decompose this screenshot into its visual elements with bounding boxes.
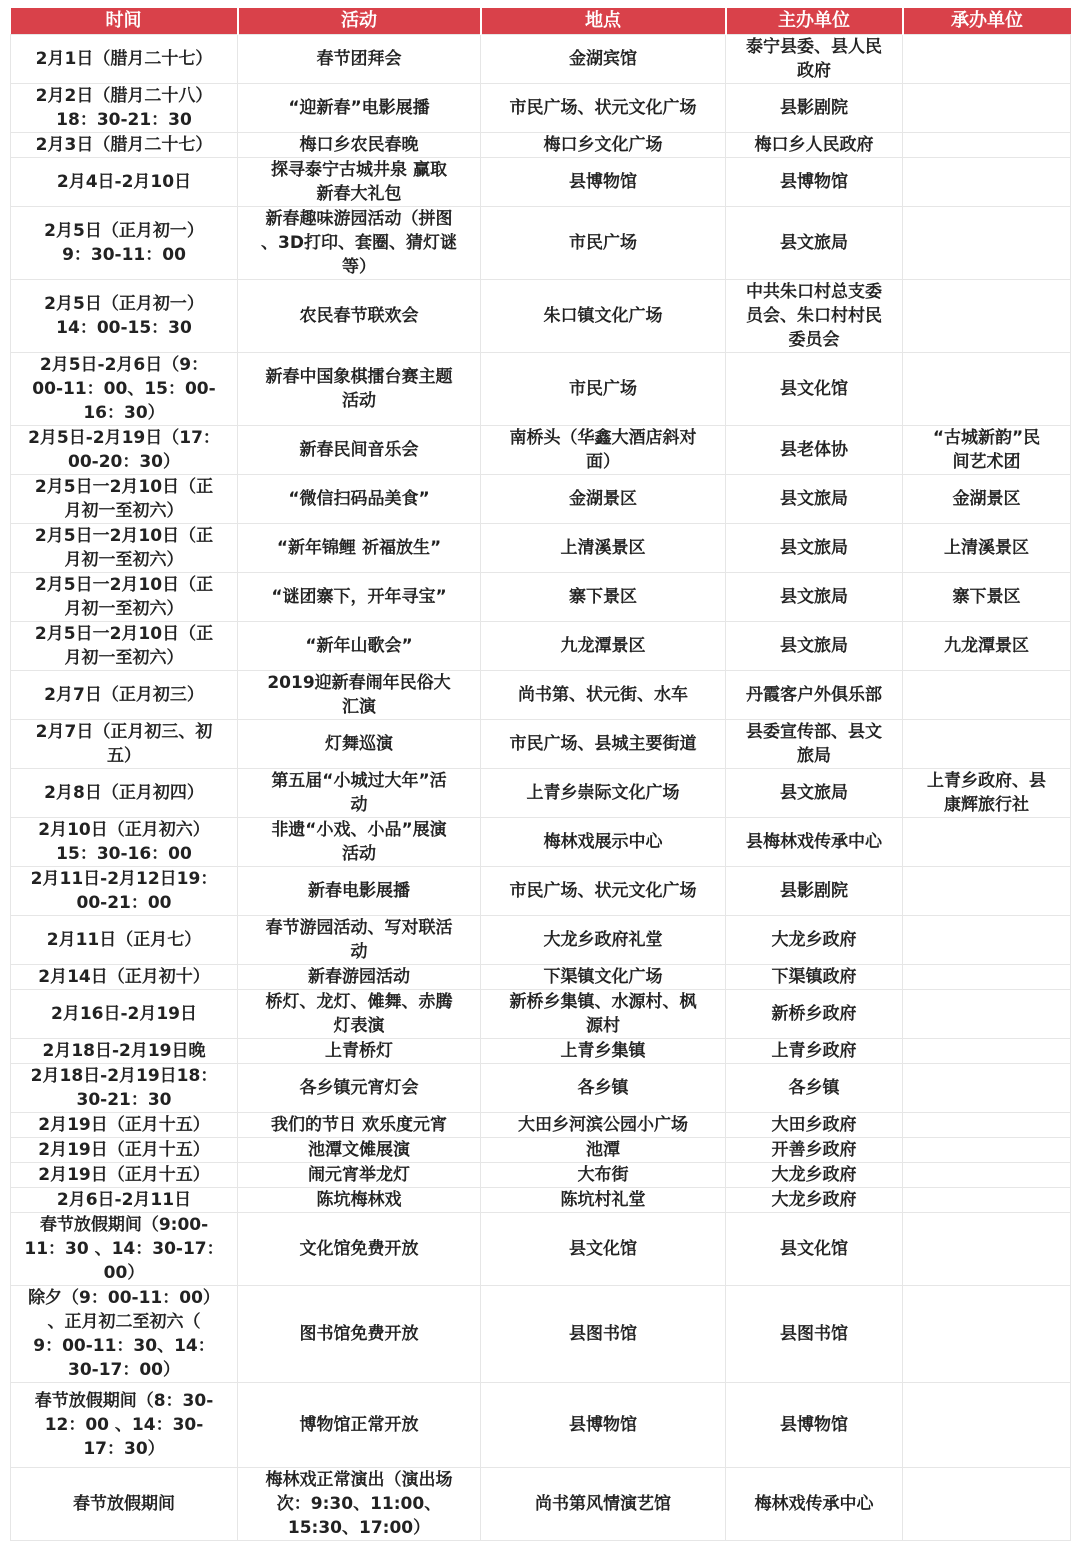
table-row: [11, 207, 1071, 280]
cell-place: 梅口乡文化广场: [481, 133, 726, 158]
cell-organizer: [903, 1286, 1071, 1383]
cell-place: 金湖宾馆: [481, 35, 726, 84]
cell-organizer: [903, 671, 1071, 720]
cell-activity: 新春电影展播: [238, 867, 481, 916]
cell-place: 金湖景区: [481, 475, 726, 524]
cell-time: 2月6日-2月11日: [11, 1188, 238, 1213]
cell-activity: 农民春节联欢会: [238, 280, 481, 353]
cell-time: 2月2日（腊月二十八） 18：30-21：30: [11, 84, 238, 133]
cell-organizer: [903, 1188, 1071, 1213]
cell-host: 县影剧院: [726, 867, 903, 916]
cell-host: 大田乡政府: [726, 1113, 903, 1138]
table-row: [11, 622, 1071, 671]
cell-activity: 博物馆正常开放: [238, 1383, 481, 1468]
cell-place: 大龙乡政府礼堂: [481, 916, 726, 965]
table-row: [11, 990, 1071, 1039]
table-body: [11, 35, 1071, 1541]
cell-organizer: 上清溪景区: [903, 524, 1071, 573]
table-row: [11, 769, 1071, 818]
cell-activity: 新春游园活动: [238, 965, 481, 990]
cell-time: 2月5日一2月10日（正 月初一至初六）: [11, 475, 238, 524]
table-row: [11, 867, 1071, 916]
header-organizer: 承办单位: [903, 8, 1071, 35]
cell-time: 除夕（9：00-11：00） 、正月初二至初六（ 9：00-11：30、14： 30-17：00）: [11, 1286, 238, 1383]
cell-activity: 非遗“小戏、小品”展演 活动: [238, 818, 481, 867]
cell-place: 尚书第、状元街、水车: [481, 671, 726, 720]
cell-host: 大龙乡政府: [726, 1163, 903, 1188]
table-row: [11, 1383, 1071, 1468]
cell-place: 市民广场、状元文化广场: [481, 867, 726, 916]
cell-host: 县博物馆: [726, 158, 903, 207]
cell-activity: “微信扫码品美食”: [238, 475, 481, 524]
cell-activity: “新年山歌会”: [238, 622, 481, 671]
cell-time: 2月8日（正月初四）: [11, 769, 238, 818]
cell-organizer: [903, 1113, 1071, 1138]
cell-organizer: [903, 720, 1071, 769]
cell-host: 丹霞客户外俱乐部: [726, 671, 903, 720]
cell-time: 2月4日-2月10日: [11, 158, 238, 207]
cell-activity: 文化馆免费开放: [238, 1213, 481, 1286]
cell-host: 县文化馆: [726, 1213, 903, 1286]
cell-place: 尚书第风情演艺馆: [481, 1468, 726, 1541]
table-row: [11, 426, 1071, 475]
cell-time: 2月18日-2月19日18： 30-21：30: [11, 1064, 238, 1113]
table-row: [11, 720, 1071, 769]
cell-time: 2月7日（正月初三）: [11, 671, 238, 720]
cell-organizer: [903, 1064, 1071, 1113]
table-row: [11, 1286, 1071, 1383]
cell-host: 大龙乡政府: [726, 916, 903, 965]
cell-organizer: [903, 965, 1071, 990]
cell-place: 新桥乡集镇、水源村、枫 源村: [481, 990, 726, 1039]
cell-time: 2月5日-2月19日（17： 00-20：30）: [11, 426, 238, 475]
cell-host: 各乡镇: [726, 1064, 903, 1113]
cell-host: 梅林戏传承中心: [726, 1468, 903, 1541]
cell-organizer: “古城新韵”民 间艺术团: [903, 426, 1071, 475]
cell-time: 2月11日-2月12日19： 00-21：00: [11, 867, 238, 916]
cell-host: 泰宁县委、县人民 政府: [726, 35, 903, 84]
cell-organizer: 金湖景区: [903, 475, 1071, 524]
cell-host: 县博物馆: [726, 1383, 903, 1468]
cell-host: 大龙乡政府: [726, 1188, 903, 1213]
cell-organizer: [903, 1468, 1071, 1541]
cell-place: 县博物馆: [481, 158, 726, 207]
cell-organizer: [903, 1138, 1071, 1163]
cell-time: 2月5日一2月10日（正 月初一至初六）: [11, 622, 238, 671]
table-row: [11, 965, 1071, 990]
cell-activity: 梅口乡农民春晚: [238, 133, 481, 158]
cell-host: 新桥乡政府: [726, 990, 903, 1039]
cell-activity: 灯舞巡演: [238, 720, 481, 769]
cell-activity: 各乡镇元宵灯会: [238, 1064, 481, 1113]
cell-place: 下渠镇文化广场: [481, 965, 726, 990]
cell-place: 市民广场: [481, 207, 726, 280]
table-row: [11, 475, 1071, 524]
schedule-table: [10, 8, 1071, 1541]
cell-organizer: [903, 158, 1071, 207]
cell-activity: “新年锦鲤 祈福放生”: [238, 524, 481, 573]
cell-host: 县委宣传部、县文 旅局: [726, 720, 903, 769]
cell-host: 县影剧院: [726, 84, 903, 133]
cell-host: 县文旅局: [726, 207, 903, 280]
cell-time: 2月5日一2月10日（正 月初一至初六）: [11, 573, 238, 622]
table-row: [11, 35, 1071, 84]
cell-activity: 新春中国象棋擂台赛主题 活动: [238, 353, 481, 426]
table-row: [11, 573, 1071, 622]
cell-place: 寨下景区: [481, 573, 726, 622]
cell-activity: 桥灯、龙灯、傩舞、赤腾 灯表演: [238, 990, 481, 1039]
table-row: [11, 1113, 1071, 1138]
cell-host: 县老体协: [726, 426, 903, 475]
cell-activity: 探寻泰宁古城井泉 赢取 新春大礼包: [238, 158, 481, 207]
cell-organizer: [903, 1213, 1071, 1286]
cell-place: 池潭: [481, 1138, 726, 1163]
cell-organizer: [903, 207, 1071, 280]
cell-host: 中共朱口村总支委 员会、朱口村村民 委员会: [726, 280, 903, 353]
header-activity: 活动: [238, 8, 481, 35]
cell-activity: 图书馆免费开放: [238, 1286, 481, 1383]
cell-place: 朱口镇文化广场: [481, 280, 726, 353]
cell-place: 市民广场、状元文化广场: [481, 84, 726, 133]
header-time: 时间: [11, 8, 238, 35]
table-row: [11, 1138, 1071, 1163]
cell-time: 2月3日（腊月二十七）: [11, 133, 238, 158]
cell-activity: 梅林戏正常演出（演出场 次：9:30、11:00、 15:30、17:00）: [238, 1468, 481, 1541]
cell-organizer: [903, 818, 1071, 867]
cell-organizer: [903, 84, 1071, 133]
cell-activity: 2019迎新春闹年民俗大 汇演: [238, 671, 481, 720]
cell-place: 县图书馆: [481, 1286, 726, 1383]
cell-time: 2月16日-2月19日: [11, 990, 238, 1039]
table-row: [11, 353, 1071, 426]
table-row: [11, 1468, 1071, 1541]
cell-time: 2月10日（正月初六） 15：30-16：00: [11, 818, 238, 867]
table-row: [11, 1039, 1071, 1064]
cell-activity: 我们的节日 欢乐度元宵: [238, 1113, 481, 1138]
cell-place: 上青乡集镇: [481, 1039, 726, 1064]
cell-place: 大布街: [481, 1163, 726, 1188]
cell-time: 2月19日（正月十五）: [11, 1138, 238, 1163]
cell-place: 县文化馆: [481, 1213, 726, 1286]
table-row: [11, 1213, 1071, 1286]
header-place: 地点: [481, 8, 726, 35]
cell-host: 县文旅局: [726, 769, 903, 818]
cell-host: 县文化馆: [726, 353, 903, 426]
cell-host: 县文旅局: [726, 573, 903, 622]
cell-time: 春节放假期间: [11, 1468, 238, 1541]
cell-host: 开善乡政府: [726, 1138, 903, 1163]
cell-time: 2月18日-2月19日晚: [11, 1039, 238, 1064]
cell-place: 上青乡崇际文化广场: [481, 769, 726, 818]
table-row: [11, 671, 1071, 720]
schedule-table-container: [10, 8, 1070, 1541]
cell-organizer: [903, 353, 1071, 426]
cell-host: 县文旅局: [726, 524, 903, 573]
cell-activity: 新春趣味游园活动（拼图 、3D打印、套圈、猜灯谜 等）: [238, 207, 481, 280]
cell-organizer: [903, 35, 1071, 84]
cell-organizer: 九龙潭景区: [903, 622, 1071, 671]
cell-place: 大田乡河滨公园小广场: [481, 1113, 726, 1138]
cell-time: 2月19日（正月十五）: [11, 1113, 238, 1138]
table-row: [11, 1064, 1071, 1113]
cell-place: 上清溪景区: [481, 524, 726, 573]
table-row: [11, 280, 1071, 353]
cell-activity: 闹元宵举龙灯: [238, 1163, 481, 1188]
cell-time: 春节放假期间（8：30- 12：00 、14：30- 17：30）: [11, 1383, 238, 1468]
table-row: [11, 84, 1071, 133]
cell-activity: “谜团寨下，开年寻宝”: [238, 573, 481, 622]
cell-organizer: 寨下景区: [903, 573, 1071, 622]
table-header-row: [11, 8, 1071, 35]
cell-organizer: [903, 280, 1071, 353]
cell-organizer: [903, 867, 1071, 916]
table-row: [11, 133, 1071, 158]
cell-time: 2月7日（正月初三、初 五）: [11, 720, 238, 769]
table-row: [11, 1163, 1071, 1188]
cell-activity: 陈坑梅林戏: [238, 1188, 481, 1213]
cell-organizer: [903, 133, 1071, 158]
cell-activity: 第五届“小城过大年”活 动: [238, 769, 481, 818]
cell-host: 上青乡政府: [726, 1039, 903, 1064]
cell-place: 市民广场: [481, 353, 726, 426]
header-host: 主办单位: [726, 8, 903, 35]
cell-time: 2月5日（正月初一） 14：00-15：30: [11, 280, 238, 353]
cell-place: 县博物馆: [481, 1383, 726, 1468]
cell-organizer: [903, 1039, 1071, 1064]
cell-organizer: [903, 1163, 1071, 1188]
cell-host: 县文旅局: [726, 475, 903, 524]
cell-activity: 春节游园活动、写对联活 动: [238, 916, 481, 965]
cell-activity: 上青桥灯: [238, 1039, 481, 1064]
cell-activity: “迎新春”电影展播: [238, 84, 481, 133]
cell-time: 2月5日（正月初一） 9：30-11：00: [11, 207, 238, 280]
cell-organizer: [903, 916, 1071, 965]
cell-organizer: [903, 1383, 1071, 1468]
cell-organizer: 上青乡政府、县 康辉旅行社: [903, 769, 1071, 818]
cell-place: 梅林戏展示中心: [481, 818, 726, 867]
cell-time: 春节放假期间（9:00- 11：30 、14：30-17： 00）: [11, 1213, 238, 1286]
cell-place: 各乡镇: [481, 1064, 726, 1113]
cell-time: 2月5日一2月10日（正 月初一至初六）: [11, 524, 238, 573]
cell-time: 2月19日（正月十五）: [11, 1163, 238, 1188]
cell-host: 梅口乡人民政府: [726, 133, 903, 158]
table-row: [11, 158, 1071, 207]
table-row: [11, 818, 1071, 867]
table-row: [11, 524, 1071, 573]
cell-host: 县文旅局: [726, 622, 903, 671]
cell-host: 县梅林戏传承中心: [726, 818, 903, 867]
cell-place: 陈坑村礼堂: [481, 1188, 726, 1213]
cell-place: 市民广场、县城主要街道: [481, 720, 726, 769]
cell-place: 九龙潭景区: [481, 622, 726, 671]
table-row: [11, 916, 1071, 965]
cell-host: 下渠镇政府: [726, 965, 903, 990]
cell-time: 2月14日（正月初十）: [11, 965, 238, 990]
cell-place: 南桥头（华鑫大酒店斜对 面）: [481, 426, 726, 475]
cell-activity: 春节团拜会: [238, 35, 481, 84]
cell-time: 2月1日（腊月二十七）: [11, 35, 238, 84]
cell-activity: 池潭文傩展演: [238, 1138, 481, 1163]
table-row: [11, 1188, 1071, 1213]
cell-time: 2月5日-2月6日（9： 00-11：00、15：00- 16：30）: [11, 353, 238, 426]
cell-organizer: [903, 990, 1071, 1039]
cell-host: 县图书馆: [726, 1286, 903, 1383]
cell-time: 2月11日（正月七）: [11, 916, 238, 965]
cell-activity: 新春民间音乐会: [238, 426, 481, 475]
